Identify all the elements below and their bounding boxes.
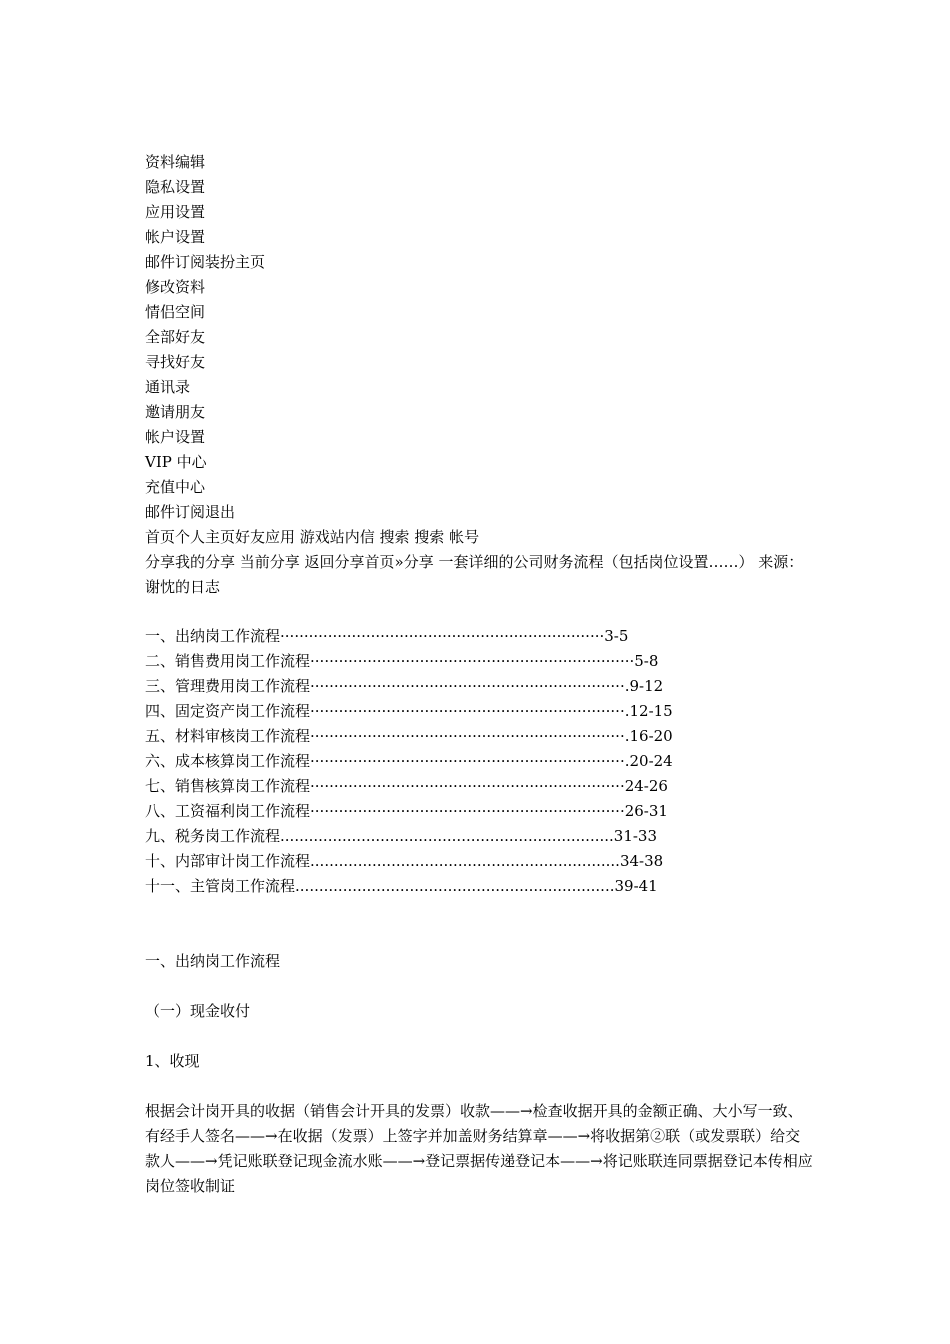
toc-leader: .................................................................	[310, 852, 620, 870]
toc-leader: ··································································	[310, 702, 625, 720]
menu-item-account-settings-2[interactable]: 帐户设置	[145, 428, 206, 446]
toc-pages: 39-41	[614, 877, 658, 895]
toc-entry[interactable]	[145, 849, 813, 874]
toc-pages: 24-26	[624, 777, 668, 795]
toc-leader: ...................................................................	[295, 877, 615, 895]
toc-entry[interactable]	[145, 824, 813, 849]
toc-leader: ··································································	[310, 727, 625, 745]
menu-item-contacts[interactable]: 通讯录	[145, 378, 191, 396]
toc-label: 一、出纳岗工作流程	[145, 627, 281, 645]
toc-entry[interactable]	[145, 799, 813, 824]
toc-label: 十、内部审计岗工作流程	[145, 852, 311, 870]
toc-pages: 31-33	[613, 827, 658, 845]
menu-item-all-friends[interactable]: 全部好友	[145, 328, 206, 346]
menu-item-account-settings[interactable]: 帐户设置	[145, 228, 206, 246]
toc-entry[interactable]	[145, 649, 813, 674]
toc-pages: .12-15	[624, 702, 673, 720]
document-content	[145, 150, 813, 1199]
subsection-heading: （一）现金收付	[145, 1002, 251, 1020]
item-heading: 1、收现	[145, 1052, 200, 1070]
toc-label: 三、管理费用岗工作流程	[145, 677, 311, 695]
toc-label: 九、税务岗工作流程	[145, 827, 281, 845]
toc-leader: ··································································	[310, 752, 625, 770]
menu-item-profile-edit[interactable]: 资料编辑	[145, 153, 206, 171]
toc-pages: .20-24	[624, 752, 673, 770]
toc-label: 六、成本核算岗工作流程	[145, 752, 311, 770]
toc-label: 五、材料审核岗工作流程	[145, 727, 311, 745]
menu-item-recharge-center[interactable]: 充值中心	[145, 478, 206, 496]
body-paragraph: 根据会计岗开具的收据（销售会计开具的发票）收款——→检查收据开具的金额正确、大小写一致、有经手人签名——→在收据（发票）上签字并加盖财务结算章——→将收据第②联（或发票联）给交款人——→凭记账联登记现金流水账——→登记票据传递登记本——→将记账联连同票据登记本传相应岗位签收制证	[145, 1102, 813, 1195]
toc-entry[interactable]	[145, 699, 813, 724]
menu-item-privacy-settings[interactable]: 隐私设置	[145, 178, 206, 196]
menu-item-couple-space[interactable]: 情侣空间	[145, 303, 206, 321]
toc-leader: ··································································	[310, 777, 625, 795]
toc-pages: 3-5	[604, 627, 629, 645]
toc-pages: 5-8	[634, 652, 659, 670]
toc-pages: 26-31	[624, 802, 668, 820]
menu-item-app-settings[interactable]: 应用设置	[145, 203, 206, 221]
toc-leader: ····································································	[280, 627, 605, 645]
toc-label: 十一、主管岗工作流程	[145, 877, 296, 895]
menu-item-edit-profile[interactable]: 修改资料	[145, 278, 206, 296]
top-nav-links[interactable]: 首页个人主页好友应用 游戏站内信 搜索 搜索 帐号	[145, 528, 480, 546]
toc-label: 八、工资福利岗工作流程	[145, 802, 311, 820]
account-menu	[145, 150, 813, 525]
toc-label: 四、固定资产岗工作流程	[145, 702, 311, 720]
share-breadcrumb[interactable]: 分享我的分享 当前分享 返回分享首页»分享 一套详细的公司财务流程（包括岗位设置……） 来源： 谢忱的日志	[145, 553, 804, 596]
toc-leader: ··································································	[310, 802, 625, 820]
toc-pages: .16-20	[624, 727, 673, 745]
toc-pages: 34-38	[619, 852, 664, 870]
toc-label: 七、销售核算岗工作流程	[145, 777, 311, 795]
toc-entry[interactable]	[145, 624, 813, 649]
menu-item-vip-center[interactable]: VIP 中心	[145, 453, 207, 471]
toc-label: 二、销售费用岗工作流程	[145, 652, 311, 670]
toc-leader: ··································································	[310, 677, 625, 695]
menu-item-mail-subscribe-logout[interactable]: 邮件订阅退出	[145, 503, 236, 521]
toc-entry[interactable]	[145, 724, 813, 749]
toc-leader: ......................................................................	[280, 827, 614, 845]
toc-entry[interactable]	[145, 749, 813, 774]
table-of-contents	[145, 624, 813, 899]
toc-entry[interactable]	[145, 874, 813, 899]
toc-entry[interactable]	[145, 774, 813, 799]
toc-entry[interactable]	[145, 674, 813, 699]
menu-item-mail-subscribe-decorate[interactable]: 邮件订阅装扮主页	[145, 253, 266, 271]
toc-leader: ····································································	[310, 652, 635, 670]
menu-item-invite-friends[interactable]: 邀请朋友	[145, 403, 206, 421]
section-heading: 一、出纳岗工作流程	[145, 952, 281, 970]
toc-pages: .9-12	[624, 677, 664, 695]
menu-item-find-friends[interactable]: 寻找好友	[145, 353, 206, 371]
